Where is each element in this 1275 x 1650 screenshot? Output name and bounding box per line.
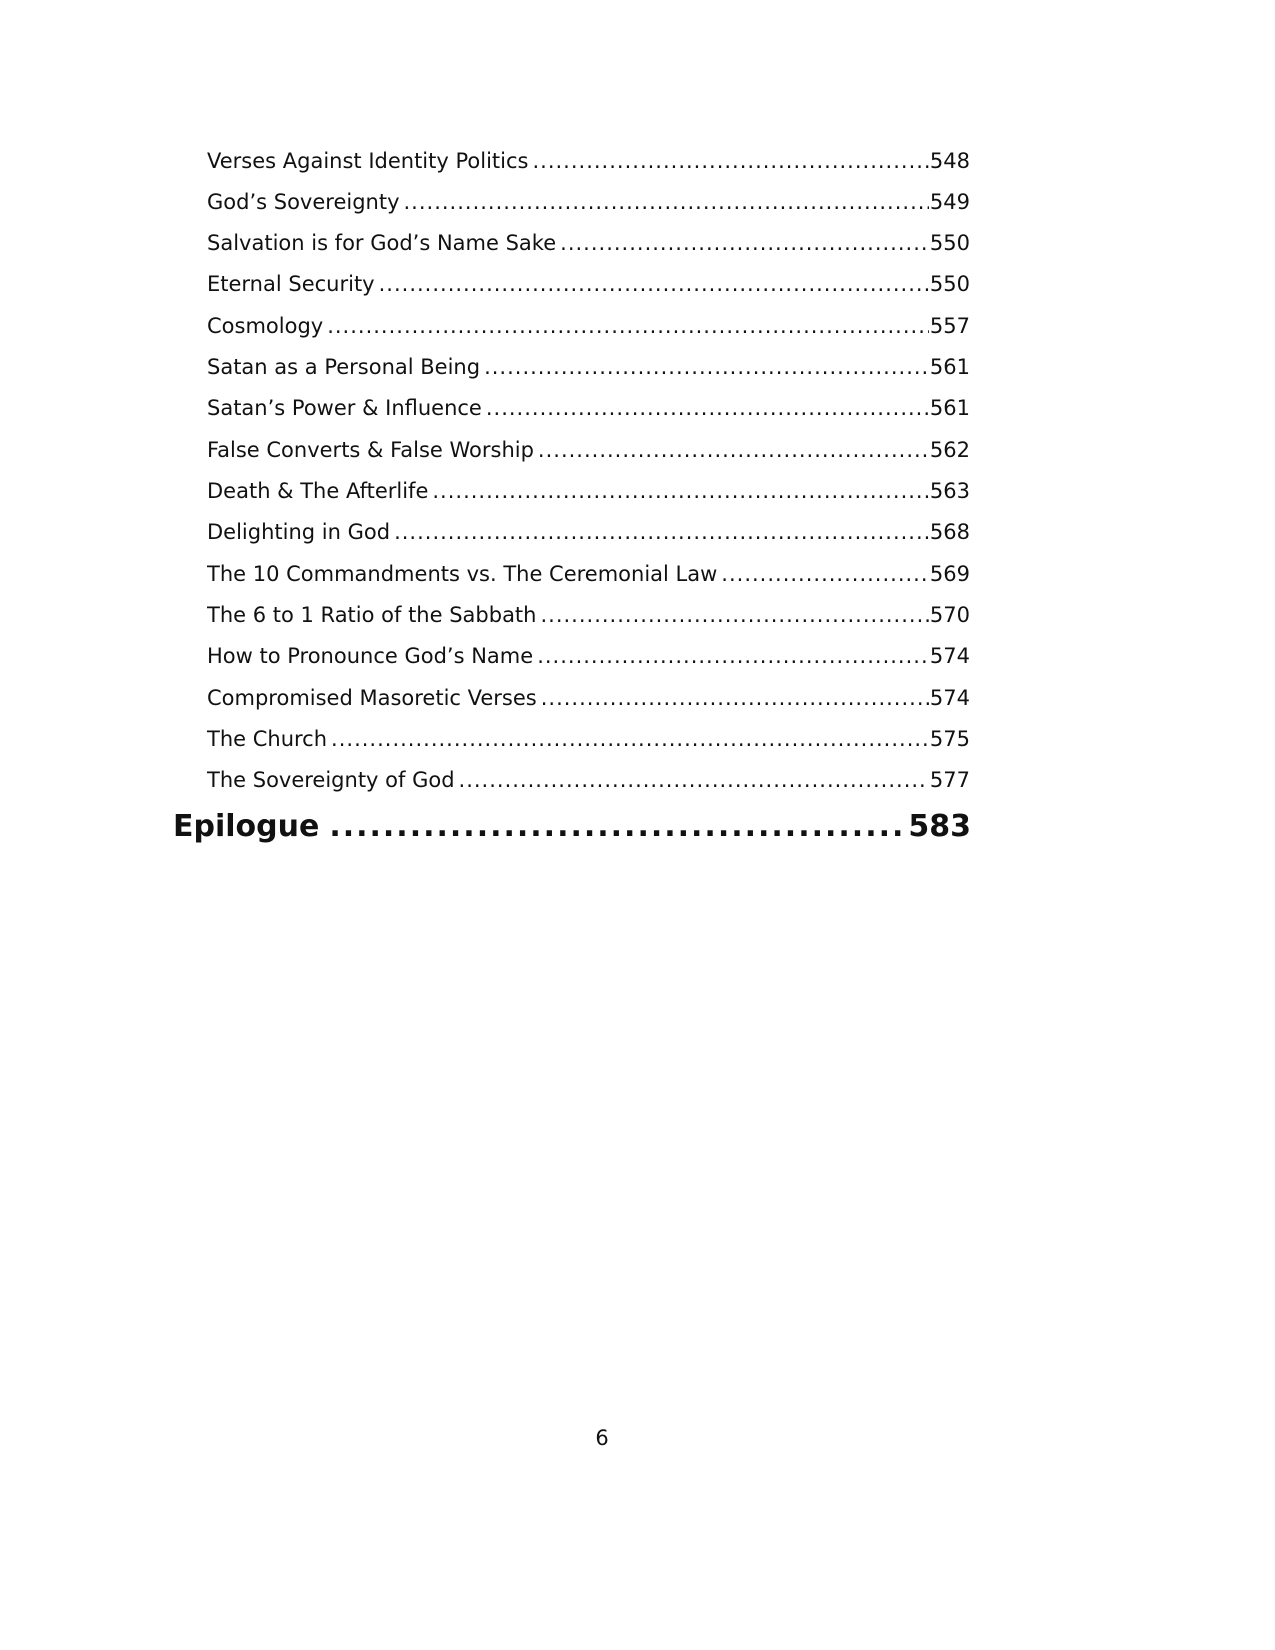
toc-entry-title: The Sovereignty of God: [207, 768, 455, 792]
toc-entry-title: Death & The Afterlife: [207, 479, 429, 503]
toc-entry[interactable]: [207, 183, 970, 215]
toc-entry[interactable]: [207, 555, 970, 587]
toc-chapter-title: Epilogue: [173, 809, 320, 844]
toc-entry-title: False Converts & False Worship: [207, 438, 534, 462]
toc-entry-title: The Church: [207, 727, 328, 751]
dot-leader: [432, 478, 929, 504]
toc-entry-title: The 6 to 1 Ratio of the Sabbath: [207, 603, 537, 627]
toc-entry-page: 550: [929, 231, 970, 255]
toc-entry-page: 577: [929, 768, 970, 792]
toc-entry[interactable]: [207, 513, 970, 545]
dot-leader: [379, 271, 929, 297]
toc-entry-page: 557: [929, 314, 970, 338]
toc-entry-page: 550: [929, 272, 970, 296]
dot-leader: [329, 809, 906, 845]
toc-chapter-entry[interactable]: [173, 805, 971, 845]
toc-entry[interactable]: [207, 637, 970, 669]
dot-leader: [721, 561, 929, 587]
toc-entry[interactable]: [207, 761, 970, 793]
toc-entry[interactable]: [207, 142, 970, 174]
toc-entry-page: 574: [929, 644, 970, 668]
dot-leader: [538, 437, 929, 463]
dot-leader: [484, 354, 929, 380]
toc-entry-page: 561: [929, 355, 970, 379]
toc-entry-title: Satan as a Personal Being: [207, 355, 481, 379]
toc-entry-page: 568: [929, 520, 970, 544]
dot-leader: [532, 148, 928, 174]
toc-entry-page: 563: [929, 479, 970, 503]
toc-entry[interactable]: [207, 431, 970, 463]
dot-leader: [486, 395, 929, 421]
toc-entry[interactable]: [207, 679, 970, 711]
toc-entry[interactable]: [207, 389, 970, 421]
dot-leader: [560, 230, 929, 256]
toc-entry-title: Delighting in God: [207, 520, 391, 544]
toc-chapter-page: 583: [908, 809, 971, 844]
toc-entry[interactable]: [207, 307, 970, 339]
dot-leader: [394, 519, 929, 545]
toc-entry-page: 570: [929, 603, 970, 627]
toc-entry-title: The 10 Commandments vs. The Ceremonial Law: [207, 562, 718, 586]
toc-entry-title: Satan’s Power & Influence: [207, 396, 482, 420]
toc-entry-title: How to Pronounce God’s Name: [207, 644, 534, 668]
toc-entry-title: Verses Against Identity Politics: [207, 149, 529, 173]
toc-entry-title: Salvation is for God’s Name Sake: [207, 231, 557, 255]
toc-entry[interactable]: [207, 720, 970, 752]
toc-entry-title: God’s Sovereignty: [207, 190, 400, 214]
toc-entry-title: Compromised Masoretic Verses: [207, 686, 537, 710]
toc-entry-page: 548: [929, 149, 970, 173]
dot-leader: [327, 313, 929, 339]
toc-entry-title: Eternal Security: [207, 272, 375, 296]
dot-leader: [404, 189, 929, 215]
toc-entry-page: 569: [929, 562, 970, 586]
dot-leader: [540, 602, 928, 628]
dot-leader: [541, 685, 929, 711]
dot-leader: [459, 767, 929, 793]
toc-entry[interactable]: [207, 472, 970, 504]
toc-entry-page: 549: [929, 190, 970, 214]
toc-entry[interactable]: [207, 265, 970, 297]
toc-entry[interactable]: [207, 224, 970, 256]
toc-entry[interactable]: [207, 596, 970, 628]
page-number: 6: [595, 1426, 609, 1450]
toc-entry-title: Cosmology: [207, 314, 324, 338]
toc-entry-page: 561: [929, 396, 970, 420]
toc-entry-page: 574: [929, 686, 970, 710]
dot-leader: [537, 643, 929, 669]
toc-entry-page: 575: [929, 727, 970, 751]
dot-leader: [331, 726, 929, 752]
toc-entry-page: 562: [929, 438, 970, 462]
toc-entry[interactable]: [207, 348, 970, 380]
